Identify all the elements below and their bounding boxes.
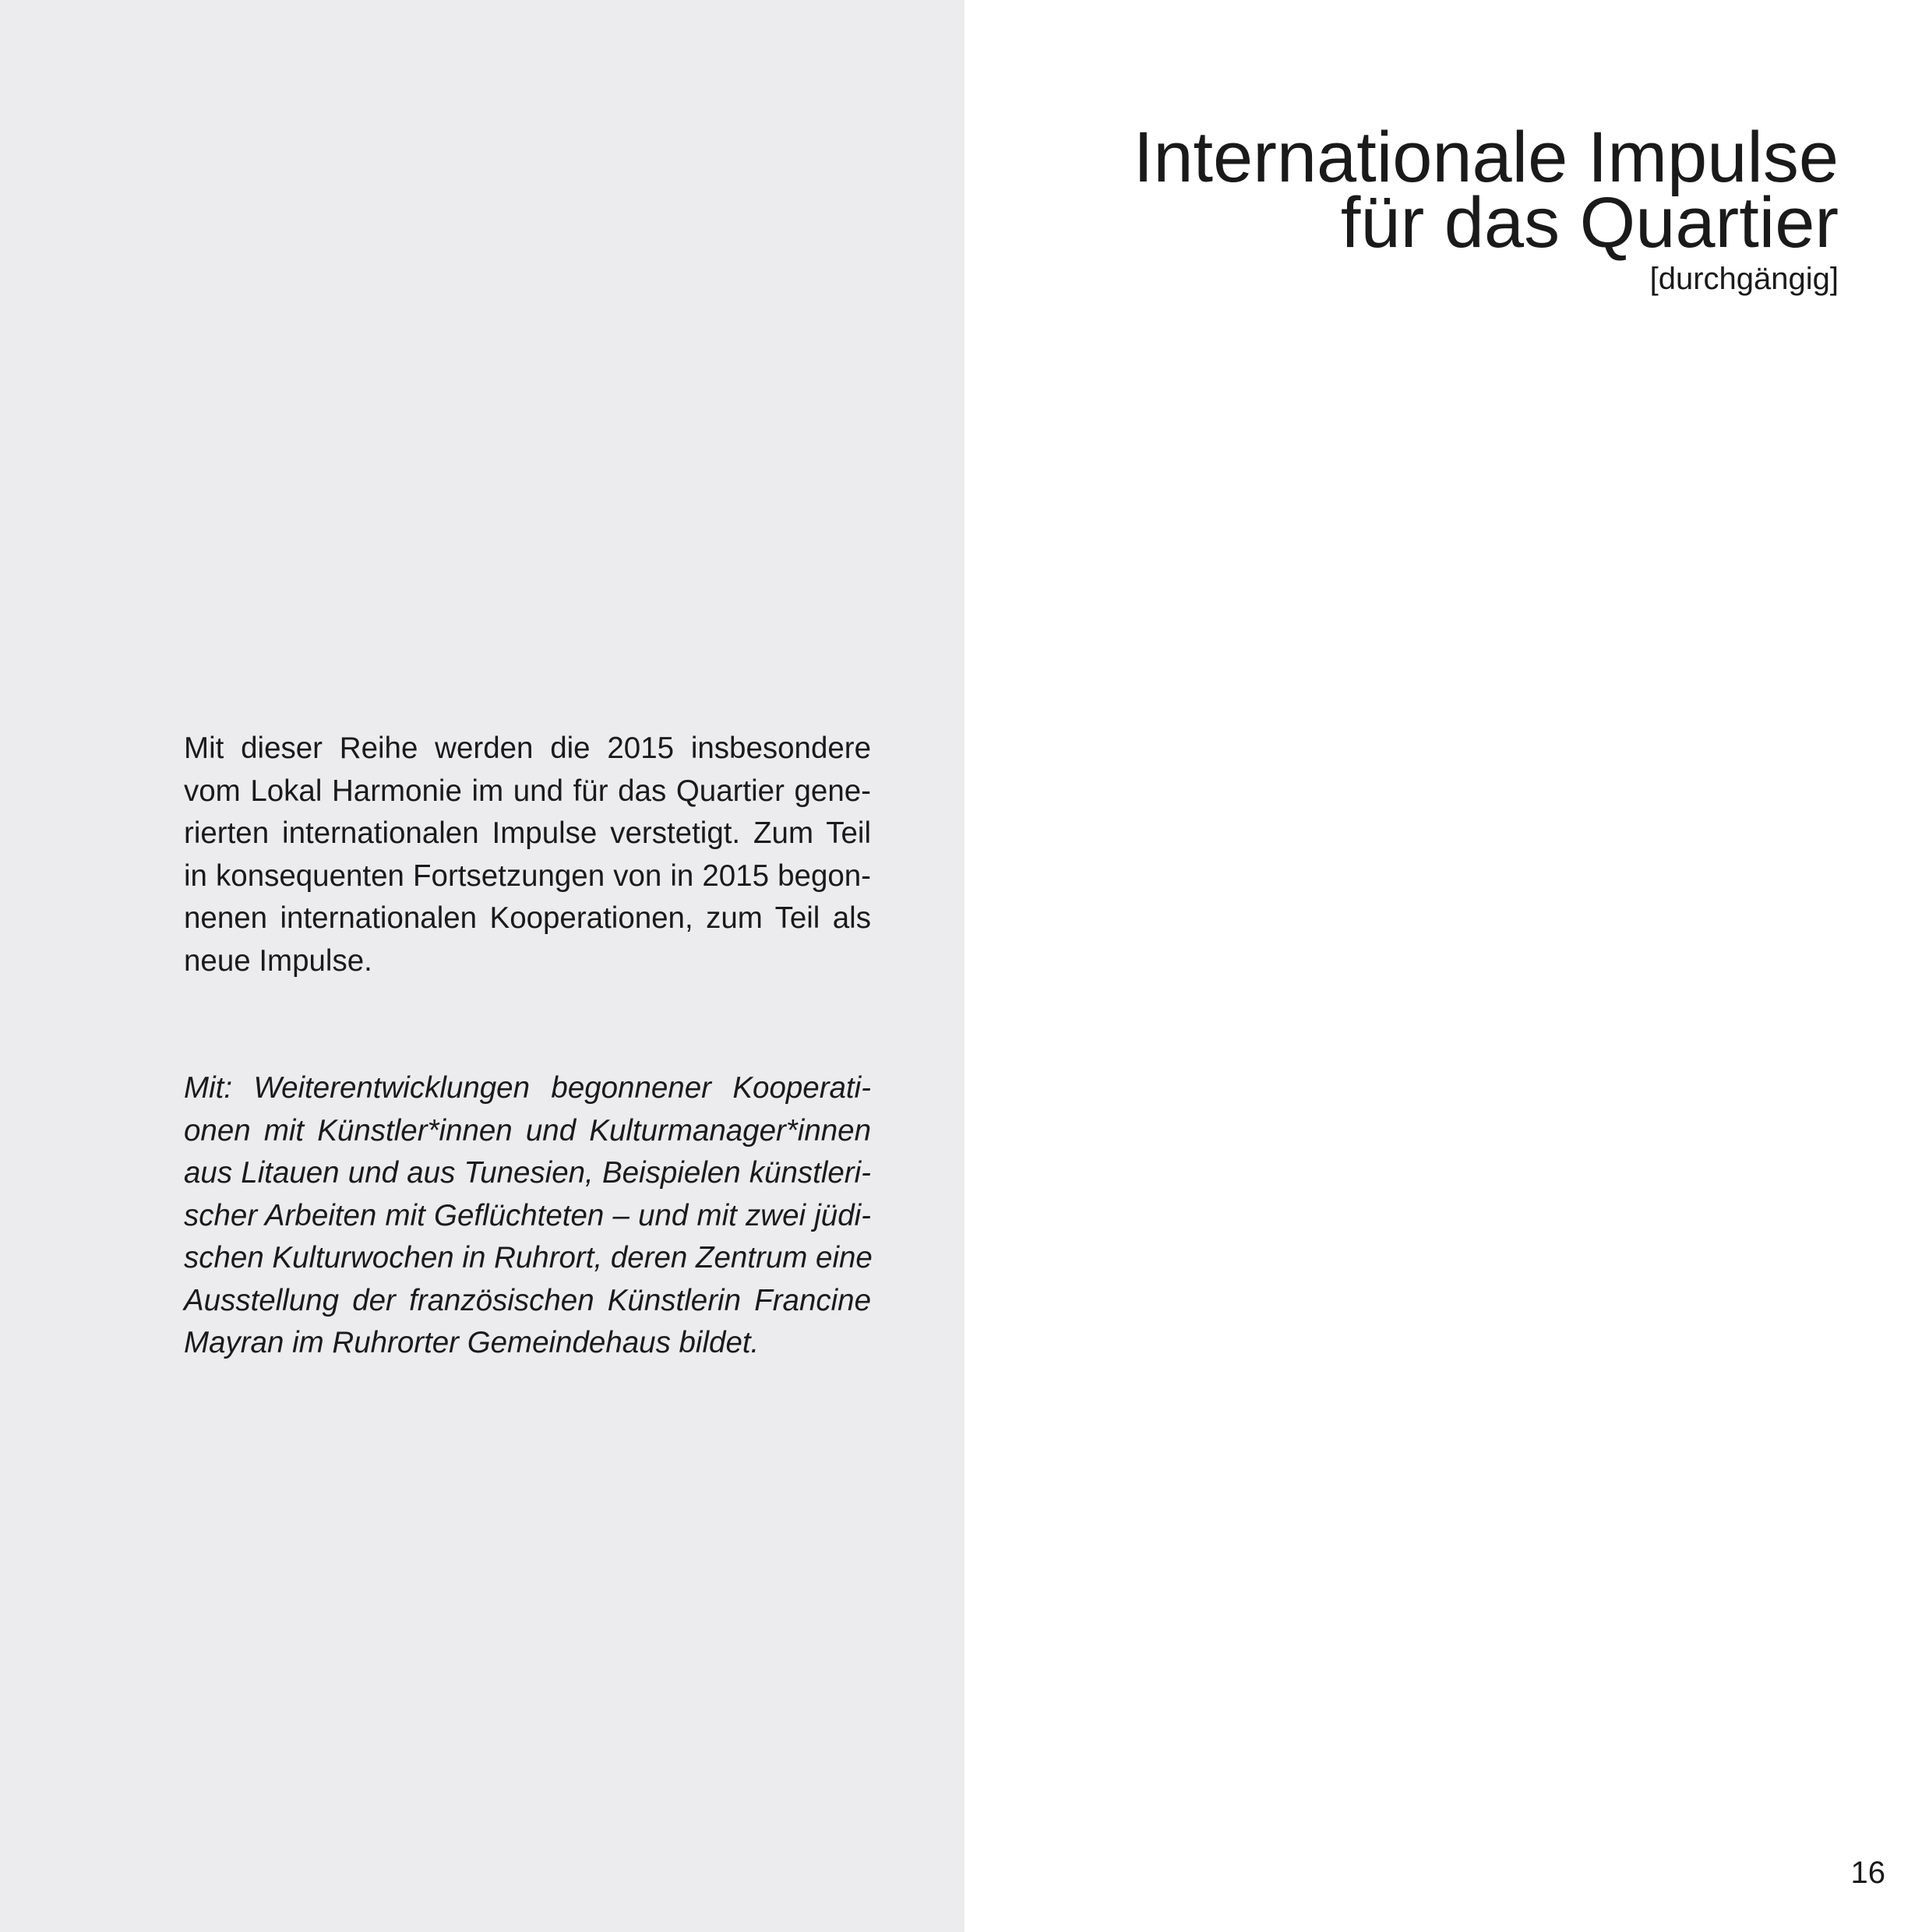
intro-paragraph [184, 728, 871, 982]
participants-paragraph-line: schen Kulturwochen in Ruhrort, deren Zentrum eine [184, 1241, 873, 1274]
intro-paragraph-line: neue Impulse. [184, 943, 372, 978]
intro-paragraph-line: rierten internationalen Impulse verstetigt. Zum Teil [184, 816, 871, 850]
page-title-line-1: Internationale Impulse [1133, 118, 1839, 197]
page-subtitle: [durchgängig] [1649, 262, 1839, 296]
page-number: 16 [1850, 1856, 1885, 1890]
intro-paragraph-line: Mit dieser Reihe werden die 2015 insbesondere [184, 732, 871, 765]
participants-paragraph-line: Ausstellung der französischen Künstlerin Francine [184, 1283, 871, 1317]
page-title [1060, 118, 1839, 298]
participants-paragraph-line: aus Litauen und aus Tunesien, Beispielen künstleri- [184, 1156, 871, 1190]
participants-paragraph-line: Mayran im Ruhrorter Gemeindehaus bildet. [184, 1326, 760, 1359]
left-panel [0, 0, 964, 1932]
right-panel [964, 0, 1929, 1932]
intro-paragraph-line: vom Lokal Harmonie im und für das Quartier gene- [184, 774, 871, 808]
participants-paragraph-line: Mit: Weiterentwicklungen begonnener Kooperati- [184, 1071, 871, 1105]
participants-paragraph-line: onen mit Künstler*innen und Kulturmanager*innen [184, 1113, 871, 1148]
intro-paragraph-line: in konsequenten Fortsetzungen von in 2015 begon- [184, 858, 871, 893]
participants-paragraph [184, 1067, 871, 1365]
page-title-line-2: für das Quartier [1340, 183, 1839, 263]
participants-paragraph-line: scher Arbeiten mit Geflüchteten – und mit zwei jüdi- [184, 1198, 871, 1232]
intro-paragraph-line: nenen internationalen Kooperationen, zum Teil als [184, 901, 871, 935]
